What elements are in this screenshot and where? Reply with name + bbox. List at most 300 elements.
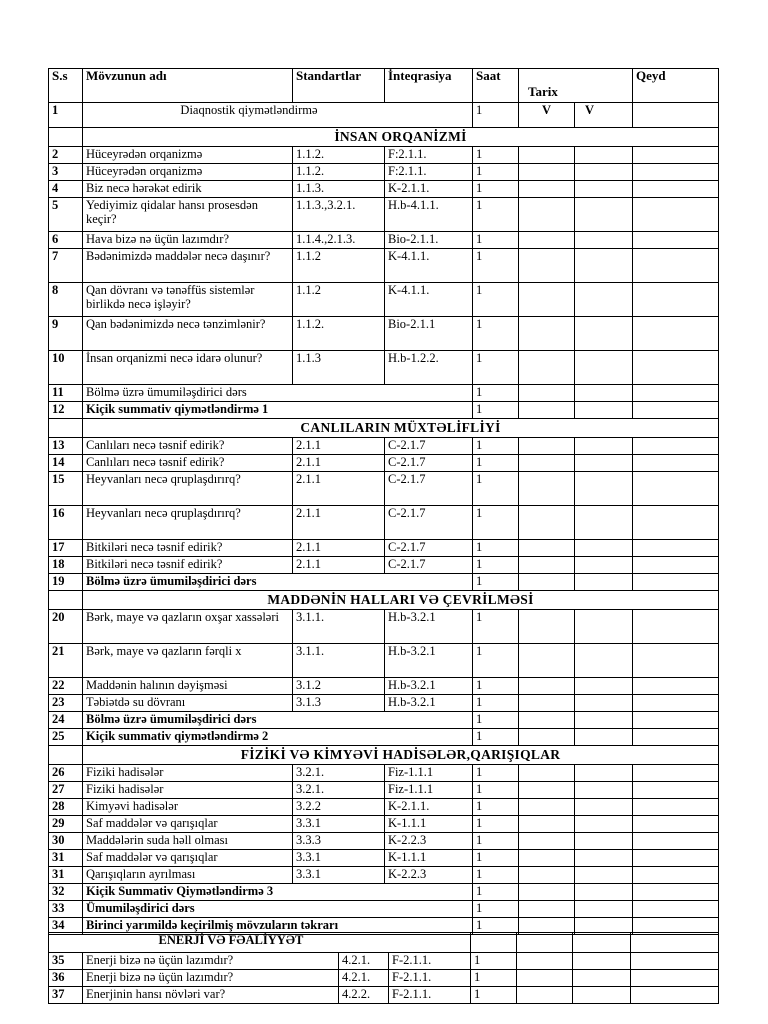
row-note [633, 610, 719, 644]
row-standard: 3.3.1 [293, 816, 385, 833]
table-row [49, 181, 719, 198]
row-date [575, 695, 633, 712]
row-hours: 1 [473, 712, 519, 729]
row-topic: Enerji bizə nə üçün lazımdır? [83, 953, 339, 970]
row-integration: K-4.1.1. [385, 249, 473, 283]
row-note [633, 695, 719, 712]
row-note [633, 833, 719, 850]
row-note [633, 765, 719, 782]
date-v-mark: V [575, 103, 633, 128]
row-number: 8 [49, 283, 83, 317]
row-date [575, 317, 633, 351]
row-hours: 1 [473, 232, 519, 249]
row-topic: Heyvanları necə qruplaşdırırq? [83, 472, 293, 506]
row-note [633, 799, 719, 816]
row-note [633, 147, 719, 164]
row-integration: C-2.1.7 [385, 540, 473, 557]
date-v-mark: V [519, 103, 575, 128]
row-standard: 3.2.1. [293, 765, 385, 782]
table-row [49, 557, 719, 574]
row-date [519, 249, 575, 283]
row-number: 31 [49, 867, 83, 884]
row-date [575, 557, 633, 574]
row-hours: 1 [471, 953, 517, 970]
table-row [49, 987, 719, 1004]
row-date [575, 678, 633, 695]
table-row [49, 164, 719, 181]
row-integration: H.b-3.2.1 [385, 678, 473, 695]
row-date [519, 232, 575, 249]
row-hours: 1 [473, 147, 519, 164]
row-date [575, 385, 633, 402]
row-standard: 1.1.3 [293, 351, 385, 385]
row-hours: 1 [473, 782, 519, 799]
header-ss: S.s [49, 69, 83, 103]
row-number: 19 [49, 574, 83, 591]
row-date [575, 712, 633, 729]
row-topic: Fiziki hadisələr [83, 782, 293, 799]
row-number: 2 [49, 147, 83, 164]
table-row [49, 816, 719, 833]
row-hours: 1 [473, 765, 519, 782]
row-date [519, 799, 575, 816]
row-integration: F:2.1.1. [385, 147, 473, 164]
row-date [575, 402, 633, 419]
row-topic: Canlıları necə təsnif edirik? [83, 438, 293, 455]
row-number: 10 [49, 351, 83, 385]
row-date [575, 249, 633, 283]
table-row [49, 782, 719, 799]
row-topic: Diaqnostik qiymətləndirmə [83, 103, 473, 128]
row-number: 35 [49, 953, 83, 970]
row-date [519, 283, 575, 317]
row-date [519, 901, 575, 918]
row-integration: K-2.2.3 [385, 833, 473, 850]
row-integration: H.b-3.2.1 [385, 610, 473, 644]
section-note [631, 933, 719, 953]
section-row [49, 933, 719, 953]
row-date [519, 816, 575, 833]
row-date [575, 181, 633, 198]
table-row [49, 644, 719, 678]
row-hours: 1 [473, 678, 519, 695]
row-standard: 1.1.3.,3.2.1. [293, 198, 385, 232]
row-hours: 1 [473, 610, 519, 644]
row-topic: Bərk, maye və qazların fərqli x [83, 644, 293, 678]
row-standard: 1.1.2. [293, 147, 385, 164]
row-topic: Yediyimiz qidalar hansı prosesdən keçir? [83, 198, 293, 232]
row-number: 37 [49, 987, 83, 1004]
section-spacer [49, 128, 83, 147]
row-hours: 1 [473, 249, 519, 283]
row-note [633, 181, 719, 198]
row-hours: 1 [473, 799, 519, 816]
row-hours: 1 [473, 918, 519, 935]
row-integration: K-1.1.1 [385, 850, 473, 867]
row-topic: Qan bədənimizdə necə tənzimlənir? [83, 317, 293, 351]
row-number: 4 [49, 181, 83, 198]
row-standard: 1.1.3. [293, 181, 385, 198]
row-date [519, 765, 575, 782]
row-note [633, 283, 719, 317]
row-number: 14 [49, 455, 83, 472]
row-number: 25 [49, 729, 83, 746]
row-number: 17 [49, 540, 83, 557]
row-hours: 1 [473, 181, 519, 198]
row-integration: Fiz-1.1.1 [385, 765, 473, 782]
row-number: 32 [49, 884, 83, 901]
row-date [519, 402, 575, 419]
row-standard: 1.1.2. [293, 164, 385, 181]
section-spacer [49, 591, 83, 610]
row-topic: Hüceyrədən orqanizmə [83, 164, 293, 181]
row-date [519, 472, 575, 506]
header-hours: Saat [473, 69, 519, 103]
row-note [633, 198, 719, 232]
row-date [519, 198, 575, 232]
row-topic: Təbiətdə su dövranı [83, 695, 293, 712]
row-note [633, 678, 719, 695]
summary-row [49, 884, 719, 901]
section-spacer [49, 933, 83, 953]
row-date [575, 867, 633, 884]
row-topic: Saf maddələr və qarışıqlar [83, 816, 293, 833]
row-standard: 3.1.3 [293, 695, 385, 712]
row-hours: 1 [473, 351, 519, 385]
row-hours: 1 [473, 833, 519, 850]
row-date [519, 644, 575, 678]
energy-table [48, 932, 719, 1004]
row-topic: Kiçik summativ qiymətləndirmə 2 [83, 729, 473, 746]
row-number: 23 [49, 695, 83, 712]
header-note: Qeyd [633, 69, 719, 103]
section-row [49, 746, 719, 765]
row-number: 31 [49, 850, 83, 867]
row-hours: 1 [473, 884, 519, 901]
row-date [575, 610, 633, 644]
row-note [633, 317, 719, 351]
diagnostic-row [49, 103, 719, 128]
row-number: 36 [49, 970, 83, 987]
row-integration: H.b-3.2.1 [385, 644, 473, 678]
row-standard: 3.3.3 [293, 833, 385, 850]
row-number: 13 [49, 438, 83, 455]
row-date [519, 455, 575, 472]
summary-row [49, 712, 719, 729]
row-topic: Bölmə üzrə ümumiləşdirici dərs [83, 385, 473, 402]
table-row [49, 147, 719, 164]
row-number: 11 [49, 385, 83, 402]
row-note [633, 729, 719, 746]
row-date [519, 181, 575, 198]
header-date-label: Tarix [528, 84, 558, 99]
row-hours: 1 [471, 970, 517, 987]
header-row [49, 69, 719, 103]
row-standard: 2.1.1 [293, 455, 385, 472]
row-hours: 1 [473, 644, 519, 678]
row-number: 18 [49, 557, 83, 574]
row-date [517, 970, 573, 987]
row-hours: 1 [473, 455, 519, 472]
header-standards: Standartlar [293, 69, 385, 103]
summary-row [49, 574, 719, 591]
row-date [575, 765, 633, 782]
row-date [575, 833, 633, 850]
summary-row [49, 729, 719, 746]
row-integration: Bio-2.1.1. [385, 232, 473, 249]
header-topic: Mövzunun adı [83, 69, 293, 103]
row-topic: Fiziki hadisələr [83, 765, 293, 782]
row-date [519, 385, 575, 402]
row-note [631, 987, 719, 1004]
row-date [519, 729, 575, 746]
row-date [519, 850, 575, 867]
row-topic: Bitkiləri necə təsnif edirik? [83, 557, 293, 574]
row-hours: 1 [473, 438, 519, 455]
row-number: 20 [49, 610, 83, 644]
row-date [519, 557, 575, 574]
row-integration: H.b-3.2.1 [385, 695, 473, 712]
row-number: 21 [49, 644, 83, 678]
section-title: ENERJİ VƏ FƏALİYYƏT [83, 933, 471, 953]
row-topic: Bölmə üzrə ümumiləşdirici dərs [83, 712, 473, 729]
row-integration: C-2.1.7 [385, 455, 473, 472]
row-date [519, 147, 575, 164]
row-date [519, 678, 575, 695]
row-date [575, 472, 633, 506]
row-hours: 1 [473, 472, 519, 506]
table-row [49, 198, 719, 232]
row-hours: 1 [473, 557, 519, 574]
table-row [49, 970, 719, 987]
row-date [519, 506, 575, 540]
row-note [631, 953, 719, 970]
row-number: 26 [49, 765, 83, 782]
row-date [519, 833, 575, 850]
row-date [575, 506, 633, 540]
curriculum-table [48, 68, 719, 935]
section-title: MADDƏNİN HALLARI VƏ ÇEVRİLMƏSİ [83, 591, 719, 610]
row-standard: 3.3.1 [293, 850, 385, 867]
row-number: 3 [49, 164, 83, 181]
section-title: İNSAN ORQANİZMİ [83, 128, 719, 147]
row-standard: 1.1.4.,2.1.3. [293, 232, 385, 249]
row-standard: 3.3.1 [293, 867, 385, 884]
section-row [49, 128, 719, 147]
header-date [519, 69, 633, 103]
row-hours: 1 [471, 987, 517, 1004]
row-hours: 1 [473, 695, 519, 712]
table-row [49, 833, 719, 850]
row-note [633, 232, 719, 249]
row-number: 7 [49, 249, 83, 283]
row-integration: C-2.1.7 [385, 472, 473, 506]
row-hours: 1 [473, 540, 519, 557]
row-standard: 1.1.2. [293, 317, 385, 351]
row-note [633, 164, 719, 181]
row-standard: 3.1.2 [293, 678, 385, 695]
row-hours: 1 [473, 574, 519, 591]
row-integration: H.b-4.1.1. [385, 198, 473, 232]
row-topic: Qan dövranı və tənəffüs sistemlər birlikdə necə işləyir? [83, 283, 293, 317]
row-integration: K-1.1.1 [385, 816, 473, 833]
section-spacer [49, 419, 83, 438]
table-row [49, 506, 719, 540]
row-note [633, 540, 719, 557]
row-topic: Hava bizə nə üçün lazımdır? [83, 232, 293, 249]
row-hours: 1 [473, 402, 519, 419]
row-integration: H.b-1.2.2. [385, 351, 473, 385]
row-note [633, 402, 719, 419]
row-number: 9 [49, 317, 83, 351]
row-number: 29 [49, 816, 83, 833]
row-standard: 2.1.1 [293, 557, 385, 574]
row-topic: Bitkiləri necə təsnif edirik? [83, 540, 293, 557]
row-topic: Bölmə üzrə ümumiləşdirici dərs [83, 574, 473, 591]
row-integration: C-2.1.7 [385, 506, 473, 540]
row-date [575, 232, 633, 249]
row-note [633, 557, 719, 574]
table-row [49, 610, 719, 644]
row-note [633, 385, 719, 402]
row-integration: F-2.1.1. [389, 987, 471, 1004]
row-note [633, 712, 719, 729]
row-integration: K-2.1.1. [385, 799, 473, 816]
row-standard: 1.1.2 [293, 283, 385, 317]
row-note [631, 970, 719, 987]
row-note [633, 901, 719, 918]
row-integration: Bio-2.1.1 [385, 317, 473, 351]
row-date [519, 540, 575, 557]
row-integration: K-2.1.1. [385, 181, 473, 198]
row-standard: 2.1.1 [293, 438, 385, 455]
table-row [49, 317, 719, 351]
row-topic: Maddələrin suda həll olması [83, 833, 293, 850]
row-number: 33 [49, 901, 83, 918]
row-number: 5 [49, 198, 83, 232]
row-date [575, 884, 633, 901]
row-topic: Saf maddələr və qarışıqlar [83, 850, 293, 867]
row-date [575, 198, 633, 232]
row-date [519, 438, 575, 455]
summary-row [49, 901, 719, 918]
row-topic: Enerji bizə nə üçün lazımdır? [83, 970, 339, 987]
row-standard: 2.1.1 [293, 472, 385, 506]
row-number: 1 [49, 103, 83, 128]
row-hours: 1 [473, 506, 519, 540]
table-row [49, 678, 719, 695]
row-number: 22 [49, 678, 83, 695]
row-standard: 4.2.2. [339, 987, 389, 1004]
section-spacer [49, 746, 83, 765]
row-topic: Bədənimizdə maddələr necə daşınır? [83, 249, 293, 283]
row-integration: C-2.1.7 [385, 438, 473, 455]
row-note [633, 472, 719, 506]
row-date [575, 164, 633, 181]
row-number: 24 [49, 712, 83, 729]
row-integration: F-2.1.1. [389, 953, 471, 970]
row-hours: 1 [473, 317, 519, 351]
row-note [633, 816, 719, 833]
row-number: 12 [49, 402, 83, 419]
table-row [49, 540, 719, 557]
row-number: 34 [49, 918, 83, 935]
row-topic: Canlıları necə təsnif edirik? [83, 455, 293, 472]
row-date [519, 574, 575, 591]
row-hours: 1 [473, 729, 519, 746]
row-standard: 2.1.1 [293, 540, 385, 557]
row-hours: 1 [473, 103, 519, 128]
row-topic: Biz necə hərəkət edirik [83, 181, 293, 198]
row-topic: Hüceyrədən orqanizmə [83, 147, 293, 164]
row-hours: 1 [473, 901, 519, 918]
table-row [49, 867, 719, 884]
row-note [633, 103, 719, 128]
row-standard: 3.2.2 [293, 799, 385, 816]
section-date [517, 933, 573, 953]
row-integration: C-2.1.7 [385, 557, 473, 574]
row-date [519, 610, 575, 644]
row-date [519, 164, 575, 181]
row-integration: F:2.1.1. [385, 164, 473, 181]
row-date [575, 147, 633, 164]
row-date [519, 695, 575, 712]
row-integration: F-2.1.1. [389, 970, 471, 987]
row-topic: Heyvanları necə qruplaşdırırq? [83, 506, 293, 540]
row-number: 15 [49, 472, 83, 506]
row-hours: 1 [473, 164, 519, 181]
row-integration: K-4.1.1. [385, 283, 473, 317]
summary-row [49, 402, 719, 419]
row-topic: Ümumiləşdirici dərs [83, 901, 473, 918]
row-date [517, 987, 573, 1004]
row-date [575, 438, 633, 455]
table-row [49, 695, 719, 712]
row-date [575, 850, 633, 867]
table-row [49, 351, 719, 385]
row-topic: İnsan orqanizmi necə idarə olunur? [83, 351, 293, 385]
table-row [49, 953, 719, 970]
row-note [633, 455, 719, 472]
row-date [575, 782, 633, 799]
row-date [573, 953, 631, 970]
row-integration: K-2.2.3 [385, 867, 473, 884]
row-date [575, 283, 633, 317]
row-number: 27 [49, 782, 83, 799]
row-note [633, 782, 719, 799]
row-date [519, 317, 575, 351]
row-number: 6 [49, 232, 83, 249]
row-integration: Fiz-1.1.1 [385, 782, 473, 799]
row-hours: 1 [473, 816, 519, 833]
row-standard: 4.2.1. [339, 970, 389, 987]
row-standard: 1.1.2 [293, 249, 385, 283]
row-topic: Birinci yarımildə keçirilmiş mövzuların təkrarı [83, 918, 473, 935]
row-hours: 1 [473, 385, 519, 402]
row-number: 30 [49, 833, 83, 850]
row-date [519, 351, 575, 385]
row-note [633, 438, 719, 455]
row-topic: Kiçik summativ qiymətləndirmə 1 [83, 402, 473, 419]
section-hours [471, 933, 517, 953]
row-date [575, 816, 633, 833]
row-date [575, 901, 633, 918]
row-standard: 3.1.1. [293, 644, 385, 678]
row-note [633, 506, 719, 540]
row-topic: Qarışıqların ayrılması [83, 867, 293, 884]
row-hours: 1 [473, 850, 519, 867]
row-date [519, 782, 575, 799]
